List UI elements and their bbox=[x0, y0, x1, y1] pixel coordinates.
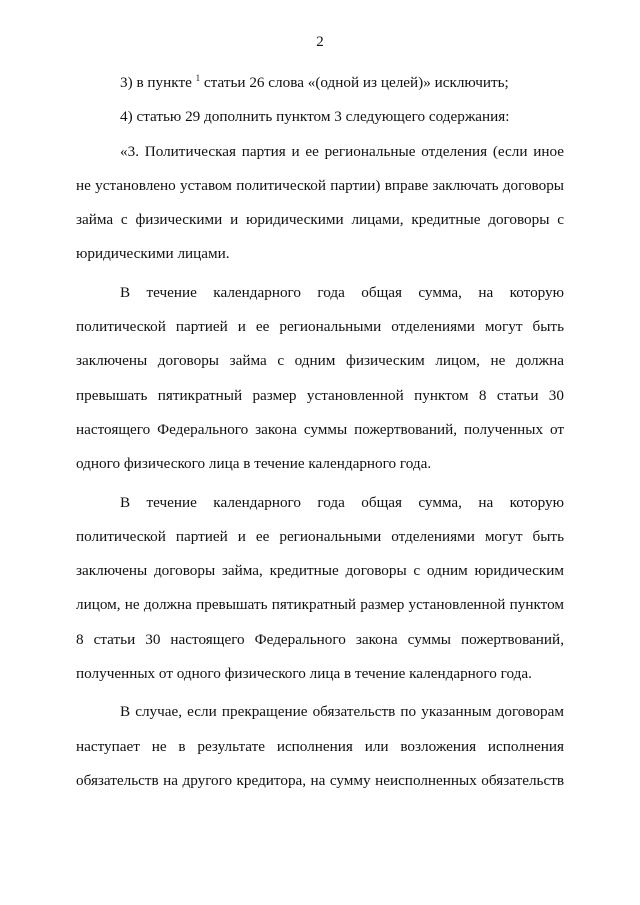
item-3-text-end: статьи 26 слова «(одной из целей)» исключить; bbox=[200, 74, 509, 91]
paragraph-item-4: 4) статью 29 дополнить пунктом 3 следующего содержания: bbox=[120, 108, 510, 126]
footnote-superscript: 1 bbox=[195, 73, 201, 83]
document-body bbox=[76, 66, 564, 798]
paragraph-item-3 bbox=[76, 66, 564, 100]
page-number: 2 bbox=[316, 34, 324, 50]
paragraph-termination: В случае, если прекращение обязательств по указанным договорам наступает не в результате исполнения или возложения исполнения обязательств на другого кредитора, на сумму неисполненных обязательств bbox=[76, 703, 564, 789]
paragraph-legal-entity-loans: В течение календарного года общая сумма, на которую политической партией и ее региональными отделениями могут быть заключены договоры займа, кредитные договоры с одним юридическим лицом, не должна превышать пятикратный размер установленной пунктом 8 статьи 30 настоящего Федерального закона суммы пожертвований, полученных от одного физического лица в течение календарного года. bbox=[76, 493, 564, 683]
paragraph-individual-loans: В течение календарного года общая сумма, на которую политической партией и ее региональными отделениями могут быть заключены договоры займа с одним физическим лицом, не должна превышать пятикратный размер установленной пунктом 8 статьи 30 настоящего Федерального закона суммы пожертвований, полученных от одного физического лица в течение календарного года. bbox=[76, 283, 564, 473]
item-3-text: 3) в пункте bbox=[120, 74, 196, 91]
paragraph-clause-3: «3. Политическая партия и ее региональные отделения (если иное не установлено уставом политической партии) вправе заключать договоры займа с физическими и юридическими лицами, кредитные договоры с юридическими лицами. bbox=[76, 142, 564, 263]
